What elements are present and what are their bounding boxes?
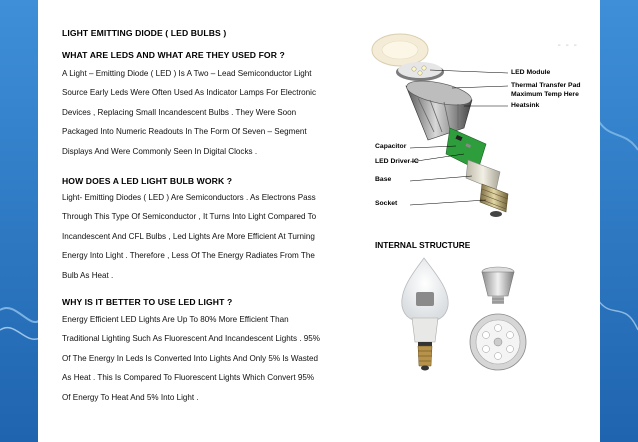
label-max-temp: Maximum Temp Here: [511, 91, 579, 98]
text-line: Light- Emitting Diodes ( LED ) Are Semiconductors . As Electrons Pass: [62, 193, 316, 202]
text-line: Source Early Leds Were Often Used As Indicator Lamps For Electronic: [62, 88, 317, 98]
label-led-module: LED Module: [511, 69, 551, 76]
section-text-why: [62, 310, 344, 407]
text-line: Traditional Lighting Such As Fluorescent And Incandescent Lights . 95%: [62, 334, 320, 344]
label-thermal-pad: Thermal Transfer Pad: [511, 82, 581, 89]
text-line: Packaged Into Numeric Readouts In The Form Of Seven – Segment: [62, 127, 307, 137]
led-bulb-exploded-diagram: [368, 28, 600, 228]
text-line: A Light – Emitting Diode ( LED ) Is A Two – Lead Semiconductor Light: [62, 69, 312, 78]
section-text-how: [62, 188, 344, 285]
slide-title: LIGHT EMITTING DIODE ( LED BULBS ): [62, 28, 227, 38]
internal-structure-caption: INTERNAL STRUCTURE: [375, 240, 471, 250]
candle-led-bulb-image: [390, 256, 460, 374]
text-line: Displays And Were Commonly Seen In Digital Clocks .: [62, 146, 258, 156]
text-line: Devices , Replacing Small Incandescent Bulbs . They Were Soon: [62, 107, 297, 117]
section-heading-why: WHY IS IT BETTER TO USE LED LIGHT ?: [62, 297, 233, 307]
text-line: As Heat . This Is Compared To Fluorescent Lights Which Convert 95%: [62, 373, 315, 383]
text-line: Through This Type Of Semiconductor , It Turns Into Light Compared To: [62, 212, 317, 222]
text-line: Incandescent And CFL Bulbs , Led Lights Are More Efficient At Turning: [62, 231, 315, 241]
slide: [38, 0, 600, 442]
par-led-bulb-image: [468, 266, 528, 380]
text-line: Of The Energy In Leds Is Converted Into Lights And Only 5% Is Wasted: [62, 353, 318, 363]
text-line: Energy Efficient LED Lights Are Up To 80% More Efficient Than: [62, 315, 289, 324]
label-base: Base: [375, 176, 392, 183]
section-heading-how: HOW DOES A LED LIGHT BULB WORK ?: [62, 176, 233, 186]
section-heading-what: WHAT ARE LEDS AND WHAT ARE THEY USED FOR ?: [62, 50, 285, 60]
corner-dashes: - - -: [557, 40, 578, 51]
label-socket: Socket: [375, 200, 398, 207]
label-heatsink: Heatsink: [511, 102, 540, 109]
label-led-driver: LED Driver IC: [375, 158, 419, 165]
text-line: Energy Into Light . Therefore , Less Of The Energy Radiates From The: [62, 251, 315, 261]
section-text-what: [62, 64, 344, 161]
label-capacitor: Capacitor: [375, 143, 407, 150]
text-line: Of Energy To Heat And 5% Into Light .: [62, 392, 199, 402]
text-line: Bulb As Heat .: [62, 270, 114, 280]
